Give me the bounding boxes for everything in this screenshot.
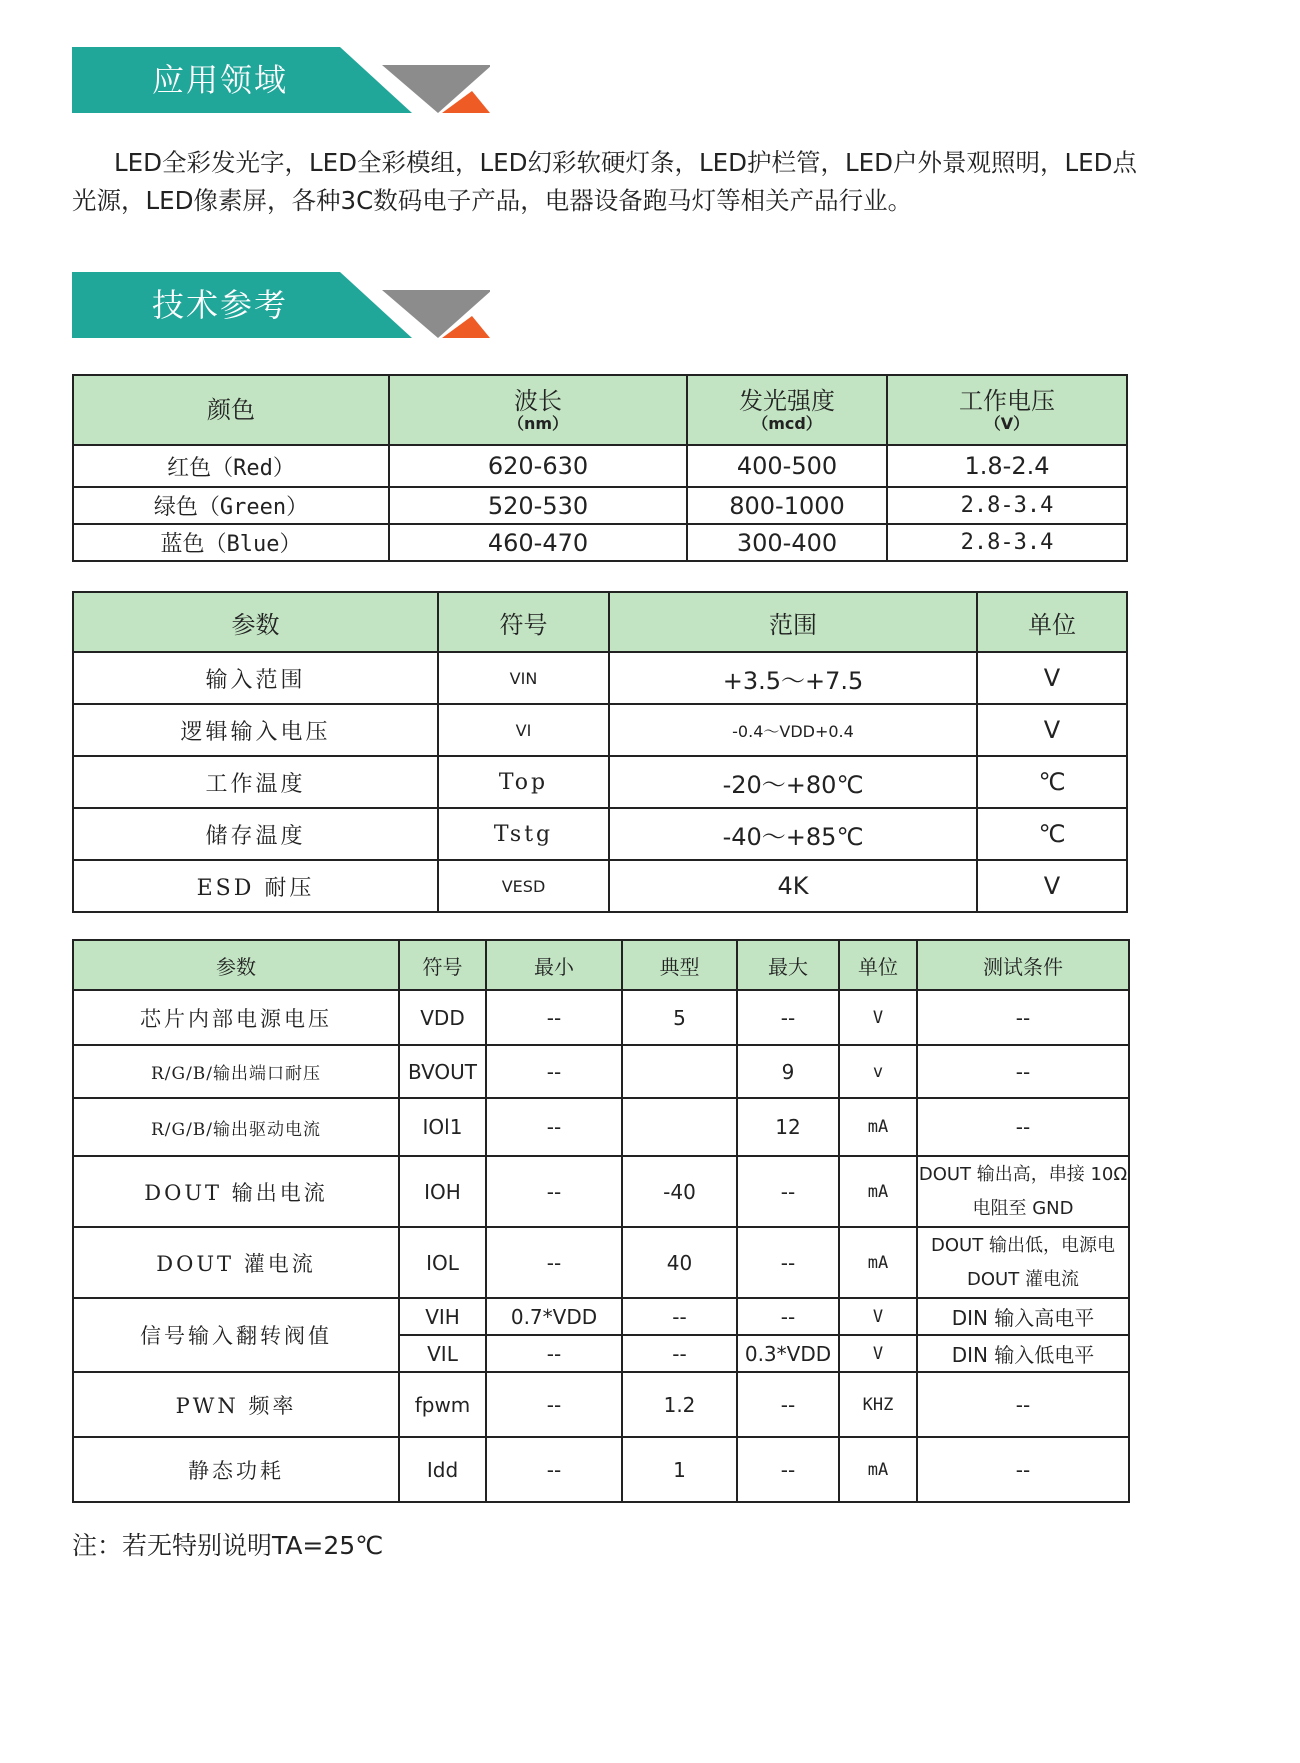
param-cell: 输入范围 [73, 652, 438, 704]
section-title-application: 应用领域 [152, 61, 289, 99]
intensity-cell: 800-1000 [687, 487, 887, 524]
param-cell: 静态功耗 [73, 1437, 399, 1502]
unit-cell: mA [839, 1156, 917, 1227]
color-cell: 蓝色（Blue） [73, 524, 389, 561]
header-color: 颜色 [73, 375, 389, 445]
max-cell: -- [737, 1227, 839, 1298]
param-cell: 逻辑输入电压 [73, 704, 438, 756]
condition-cell: DOUT 输出低，电源电 DOUT 灌电流 [917, 1227, 1129, 1298]
unit-cell: mA [839, 1437, 917, 1502]
param-cell: 信号输入翻转阀值 [73, 1298, 399, 1372]
condition-cell: -- [917, 1372, 1129, 1437]
min-cell: -- [486, 1437, 622, 1502]
intensity-cell: 400-500 [687, 445, 887, 487]
max-cell: -- [737, 1372, 839, 1437]
range-cell: +3.5～+7.5 [609, 652, 977, 704]
typ-cell: -- [622, 1335, 737, 1372]
max-cell: -- [737, 1298, 839, 1335]
table-row [73, 990, 1129, 1045]
section-header-technical [72, 272, 490, 338]
unit-cell: V [839, 1298, 917, 1335]
header-voltage: 工作电压 （V） [887, 375, 1127, 445]
condition-cell: -- [917, 1045, 1129, 1098]
max-cell: 12 [737, 1098, 839, 1156]
param-cell: R/G/B/输出驱动电流 [73, 1098, 399, 1156]
voltage-cell: 2.8-3.4 [887, 487, 1127, 524]
unit-cell: mA [839, 1227, 917, 1298]
symbol-cell: BVOUT [399, 1045, 486, 1098]
unit-cell: KHZ [839, 1372, 917, 1437]
electrical-table [72, 939, 1130, 1503]
unit-cell: ℃ [977, 808, 1127, 860]
unit-cell: V [977, 704, 1127, 756]
range-cell: -40～+85℃ [609, 808, 977, 860]
header-symbol: 符号 [399, 940, 486, 990]
unit-cell: v [839, 1045, 917, 1098]
symbol-cell: VESD [438, 860, 609, 912]
header-typ: 典型 [622, 940, 737, 990]
condition-cell: -- [917, 1098, 1129, 1156]
symbol-cell: VI [438, 704, 609, 756]
typ-cell: 1 [622, 1437, 737, 1502]
header-intensity: 发光强度 （mcd） [687, 375, 887, 445]
min-cell: -- [486, 1098, 622, 1156]
table-row [73, 524, 1127, 561]
symbol-cell: fpwm [399, 1372, 486, 1437]
table-row [73, 1227, 1129, 1298]
unit-cell: mA [839, 1098, 917, 1156]
condition-cell: DOUT 输出高，串接 10Ω 电阻至 GND [917, 1156, 1129, 1227]
min-cell: -- [486, 1227, 622, 1298]
footnote: 注：若无特别说明TA=25℃ [72, 1531, 384, 1560]
symbol-cell: IOL [399, 1227, 486, 1298]
typ-cell: -- [622, 1298, 737, 1335]
table-row [73, 756, 1127, 808]
typ-cell: 5 [622, 990, 737, 1045]
min-cell: -- [486, 1335, 622, 1372]
header-wavelength: 波长 （nm） [389, 375, 687, 445]
table-row [73, 445, 1127, 487]
symbol-cell: Idd [399, 1437, 486, 1502]
wavelength-cell: 620-630 [389, 445, 687, 487]
table-row [73, 1045, 1129, 1098]
table-row [73, 860, 1127, 912]
max-cell: -- [737, 1156, 839, 1227]
symbol-cell: VIN [438, 652, 609, 704]
max-cell: -- [737, 990, 839, 1045]
table-row [73, 1437, 1129, 1502]
table-row [73, 1156, 1129, 1227]
table-row [73, 652, 1127, 704]
param-cell: DOUT 输出电流 [73, 1156, 399, 1227]
typ-cell: 1.2 [622, 1372, 737, 1437]
header-condition: 测试条件 [917, 940, 1129, 990]
range-cell: -0.4～VDD+0.4 [609, 704, 977, 756]
application-text: LED全彩发光字，LED全彩模组，LED幻彩软硬灯条，LED护栏管，LED户外景观照明，LED点光源，LED像素屏，各种3C数码电子产品，电器设备跑马灯等相关产品行业。 [72, 148, 1137, 215]
param-cell: 工作温度 [73, 756, 438, 808]
min-cell: -- [486, 1156, 622, 1227]
header-unit: 单位 [839, 940, 917, 990]
param-cell: 芯片内部电源电压 [73, 990, 399, 1045]
param-cell: PWN 频率 [73, 1372, 399, 1437]
color-cell: 红色（Red） [73, 445, 389, 487]
application-paragraph [72, 144, 1152, 220]
table-row [73, 487, 1127, 524]
table-row [73, 1372, 1129, 1437]
unit-cell: V [977, 860, 1127, 912]
min-cell: -- [486, 1045, 622, 1098]
max-cell: 9 [737, 1045, 839, 1098]
section-header-application [72, 47, 490, 113]
intensity-cell: 300-400 [687, 524, 887, 561]
symbol-cell: VIL [399, 1335, 486, 1372]
section-title-technical: 技术参考 [152, 286, 289, 324]
unit-cell: V [839, 990, 917, 1045]
header-max: 最大 [737, 940, 839, 990]
condition-cell: DIN 输入高电平 [917, 1298, 1129, 1335]
header-param: 参数 [73, 592, 438, 652]
typ-cell [622, 1045, 737, 1098]
condition-cell: DIN 输入低电平 [917, 1335, 1129, 1372]
max-cell: 0.3*VDD [737, 1335, 839, 1372]
wavelength-cell: 460-470 [389, 524, 687, 561]
param-cell: DOUT 灌电流 [73, 1227, 399, 1298]
table-row [73, 1098, 1129, 1156]
wavelength-cell: 520-530 [389, 487, 687, 524]
header-min: 最小 [486, 940, 622, 990]
condition-cell: -- [917, 990, 1129, 1045]
unit-cell: V [977, 652, 1127, 704]
header-unit: 单位 [977, 592, 1127, 652]
symbol-cell: VDD [399, 990, 486, 1045]
max-cell: -- [737, 1437, 839, 1502]
param-cell: ESD 耐压 [73, 860, 438, 912]
range-cell: -20～+80℃ [609, 756, 977, 808]
color-table [72, 374, 1128, 562]
unit-cell: ℃ [977, 756, 1127, 808]
symbol-cell: Tstg [438, 808, 609, 860]
condition-cell: -- [917, 1437, 1129, 1502]
min-cell: -- [486, 990, 622, 1045]
typ-cell: -40 [622, 1156, 737, 1227]
min-cell: -- [486, 1372, 622, 1437]
symbol-cell: Top [438, 756, 609, 808]
symbol-cell: IOH [399, 1156, 486, 1227]
symbol-cell: IOl1 [399, 1098, 486, 1156]
unit-cell: V [839, 1335, 917, 1372]
table-row [73, 1298, 1129, 1335]
typ-cell [622, 1098, 737, 1156]
header-range: 范围 [609, 592, 977, 652]
color-cell: 绿色（Green） [73, 487, 389, 524]
param-cell: R/G/B/输出端口耐压 [73, 1045, 399, 1098]
typ-cell: 40 [622, 1227, 737, 1298]
voltage-cell: 1.8-2.4 [887, 445, 1127, 487]
range-cell: 4K [609, 860, 977, 912]
header-param: 参数 [73, 940, 399, 990]
limit-table [72, 591, 1128, 913]
param-cell: 储存温度 [73, 808, 438, 860]
table-row [73, 808, 1127, 860]
symbol-cell: VIH [399, 1298, 486, 1335]
header-symbol: 符号 [438, 592, 609, 652]
table-row [73, 704, 1127, 756]
min-cell: 0.7*VDD [486, 1298, 622, 1335]
voltage-cell: 2.8-3.4 [887, 524, 1127, 561]
